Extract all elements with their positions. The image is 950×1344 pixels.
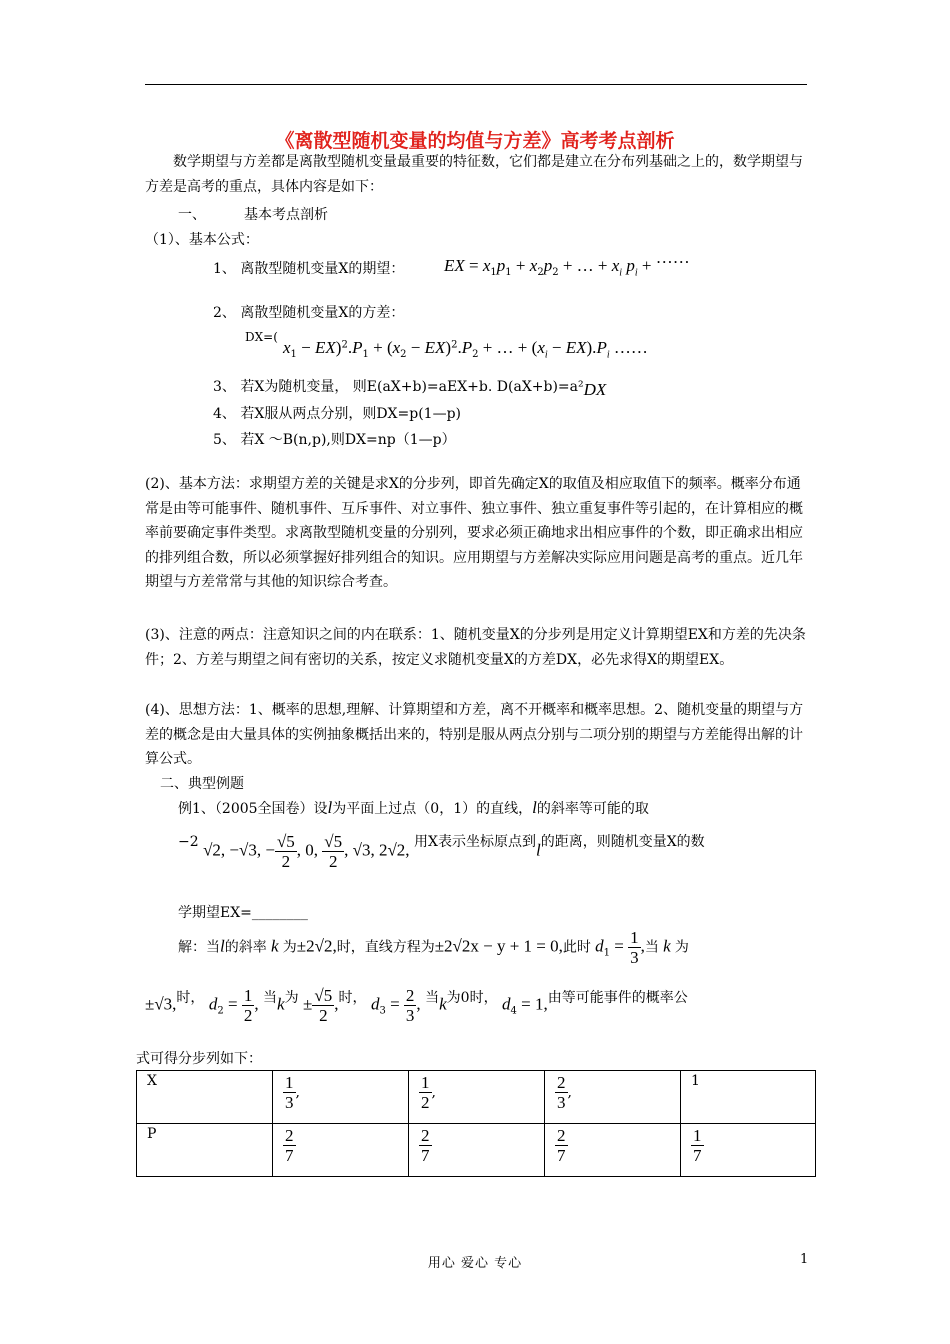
table-cell-x-label: X: [137, 1071, 273, 1124]
example1-distance-desc: 用X表示坐标原点到: [414, 833, 536, 850]
table-cell-x3: $\frac{2}{3}$ ,: [545, 1071, 681, 1124]
part4-paragraph: (4)、思想方法：1、概率的思想,理解、计算期望和方差，离不开概率和概率思想。2、随机变量的期望与方差的概念是由大量具体的实例抽象概括出来的，特别是服从两点分别与二项分别的期望与方差能得出解的计算公式。: [145, 702, 804, 767]
example1-line-desc: 为平面上过点（0，1）的直线，: [332, 801, 533, 817]
formula2-variance: $x_1 - EX)^2.P_1 + (x_2 - EX)^2.P_2$ + … + $(x_i - EX).P_i$ ……: [283, 338, 648, 361]
document-title: 《离散型随机变量的均值与方差》高考考点剖析: [275, 130, 675, 152]
table-cell-p2: $\frac{2}{7}$: [409, 1124, 545, 1177]
part1-heading: （1）、基本公式：: [145, 232, 259, 248]
table-cell-p-label: P: [137, 1124, 273, 1177]
formula4: 4、 若X服从两点分别，则DX=p(1—p): [213, 406, 462, 422]
part3-paragraph: (3)、注意的两点：注意知识之间的内在联系：1、随机变量X的分步列是用定义计算期望EX和方差的先决条件；2、方差与期望之间有密切的关系，按定义求随机变量X的方差DX，必先求得X的期望EX。: [145, 627, 806, 668]
formula3: [213, 376, 607, 399]
slope-values-lead: −2: [178, 833, 199, 850]
table-cell-p4: $\frac{1}{7}$: [681, 1124, 816, 1177]
solution-line3: 式可得分步列如下：: [136, 1051, 262, 1067]
example1-slope-desc: 的斜率等可能的取: [536, 801, 649, 817]
line-l-symbol: l: [327, 798, 333, 817]
formula3-text: 3、 若X为随机变量， 则E(aX+b)=aEX+b. D(aX+b)=a²: [213, 379, 584, 395]
formula3-dx: DX: [583, 380, 607, 399]
formula1-expectation: EX = $x_1p_1 + x_2p_2$ + … + $x_i$ $p_i$ + ……: [444, 248, 690, 279]
distribution-table: [136, 1070, 816, 1177]
part2-paragraph: (2)、基本方法：求期望方差的关键是求X的分步列，即首先确定X的取值及相应取值下的频率。概率分布通常是由等可能事件、随机事件、互斥事件、对立事件、独立事件、独立重复事件等引起的，在计算相应的概率前要确定事件类型。求离散型随机变量的分别列，要求必须正确地求出相应事件的个数，即正确求出相应的排列组合数，所以必须掌握好排列组合的知识。应用期望与方差解决实际应用问题是高考的重点。近几年期望与方差常常与其他的知识综合考查。: [145, 476, 803, 590]
table-row: [137, 1124, 816, 1177]
example1-line1: [178, 798, 649, 818]
solution-line1: 解：当l的斜率 k 为±2√2,时，直线方程为±2√2x − y + 1 = 0,此时 $d_1$ = $\frac{1}{3}$ ,当 k 为: [178, 928, 689, 967]
table-cell-x1: $\frac{1}{3}$ ,: [273, 1071, 409, 1124]
formula2-prefix: DX=(: [245, 330, 278, 344]
section1-number: 一、: [178, 207, 206, 223]
solution-line2: ±√3,时， $d_2$ = $\frac{1}{2}$ , 当k为 ± $\frac{√5}{2}$ ,时， $d_3$ = $\frac{2}{3}$ , 当k为0时， $d_4 = 1$,由等可能事件的概率公: [145, 986, 688, 1025]
table-cell-p3: $\frac{2}{7}$: [545, 1124, 681, 1177]
formula2-label: 2、 离散型随机变量X的方差：: [213, 305, 405, 321]
table-cell-p1: $\frac{2}{7}$: [273, 1124, 409, 1177]
table-cell-x4: 1: [681, 1071, 816, 1124]
line-l-symbol: l: [535, 840, 541, 860]
example1-question: 学期望EX=________: [178, 905, 308, 921]
page-footer: 用心 爱心 专心: [427, 1256, 523, 1271]
table-row: [137, 1071, 816, 1124]
section1-label: 基本考点剖析: [244, 207, 328, 223]
example1-intro: 例1、（2005全国卷）设: [178, 801, 328, 817]
example1-distance-tail: 的距离，则随机变量X的数: [540, 833, 705, 850]
table-cell-x2: $\frac{1}{2}$ ,: [409, 1071, 545, 1124]
intro-paragraph: 数学期望与方差都是离散型随机变量最重要的特征数，它们都是建立在分布列基础之上的，数学期望与方差是高考的重点，具体内容是如下：: [145, 154, 803, 195]
section2-heading: 二、典型例题: [160, 776, 244, 792]
page-number: 1: [800, 1252, 809, 1267]
formula1-label: 1、 离散型随机变量X的期望：: [213, 261, 405, 277]
header-rule: [145, 84, 807, 85]
section1-heading: [178, 204, 328, 224]
line-l-symbol: l: [532, 798, 537, 817]
example1-line2: −2 √2, −√3, − $\frac{√5}{2}$ , 0, $\frac{√5}{2}$ , √3, 2√2, 用X表示坐标原点到l的距离，则随机变量X的数: [178, 832, 705, 871]
formula5: 5、 若X ～B(n,p),则DX=np（1—p）: [213, 432, 456, 448]
